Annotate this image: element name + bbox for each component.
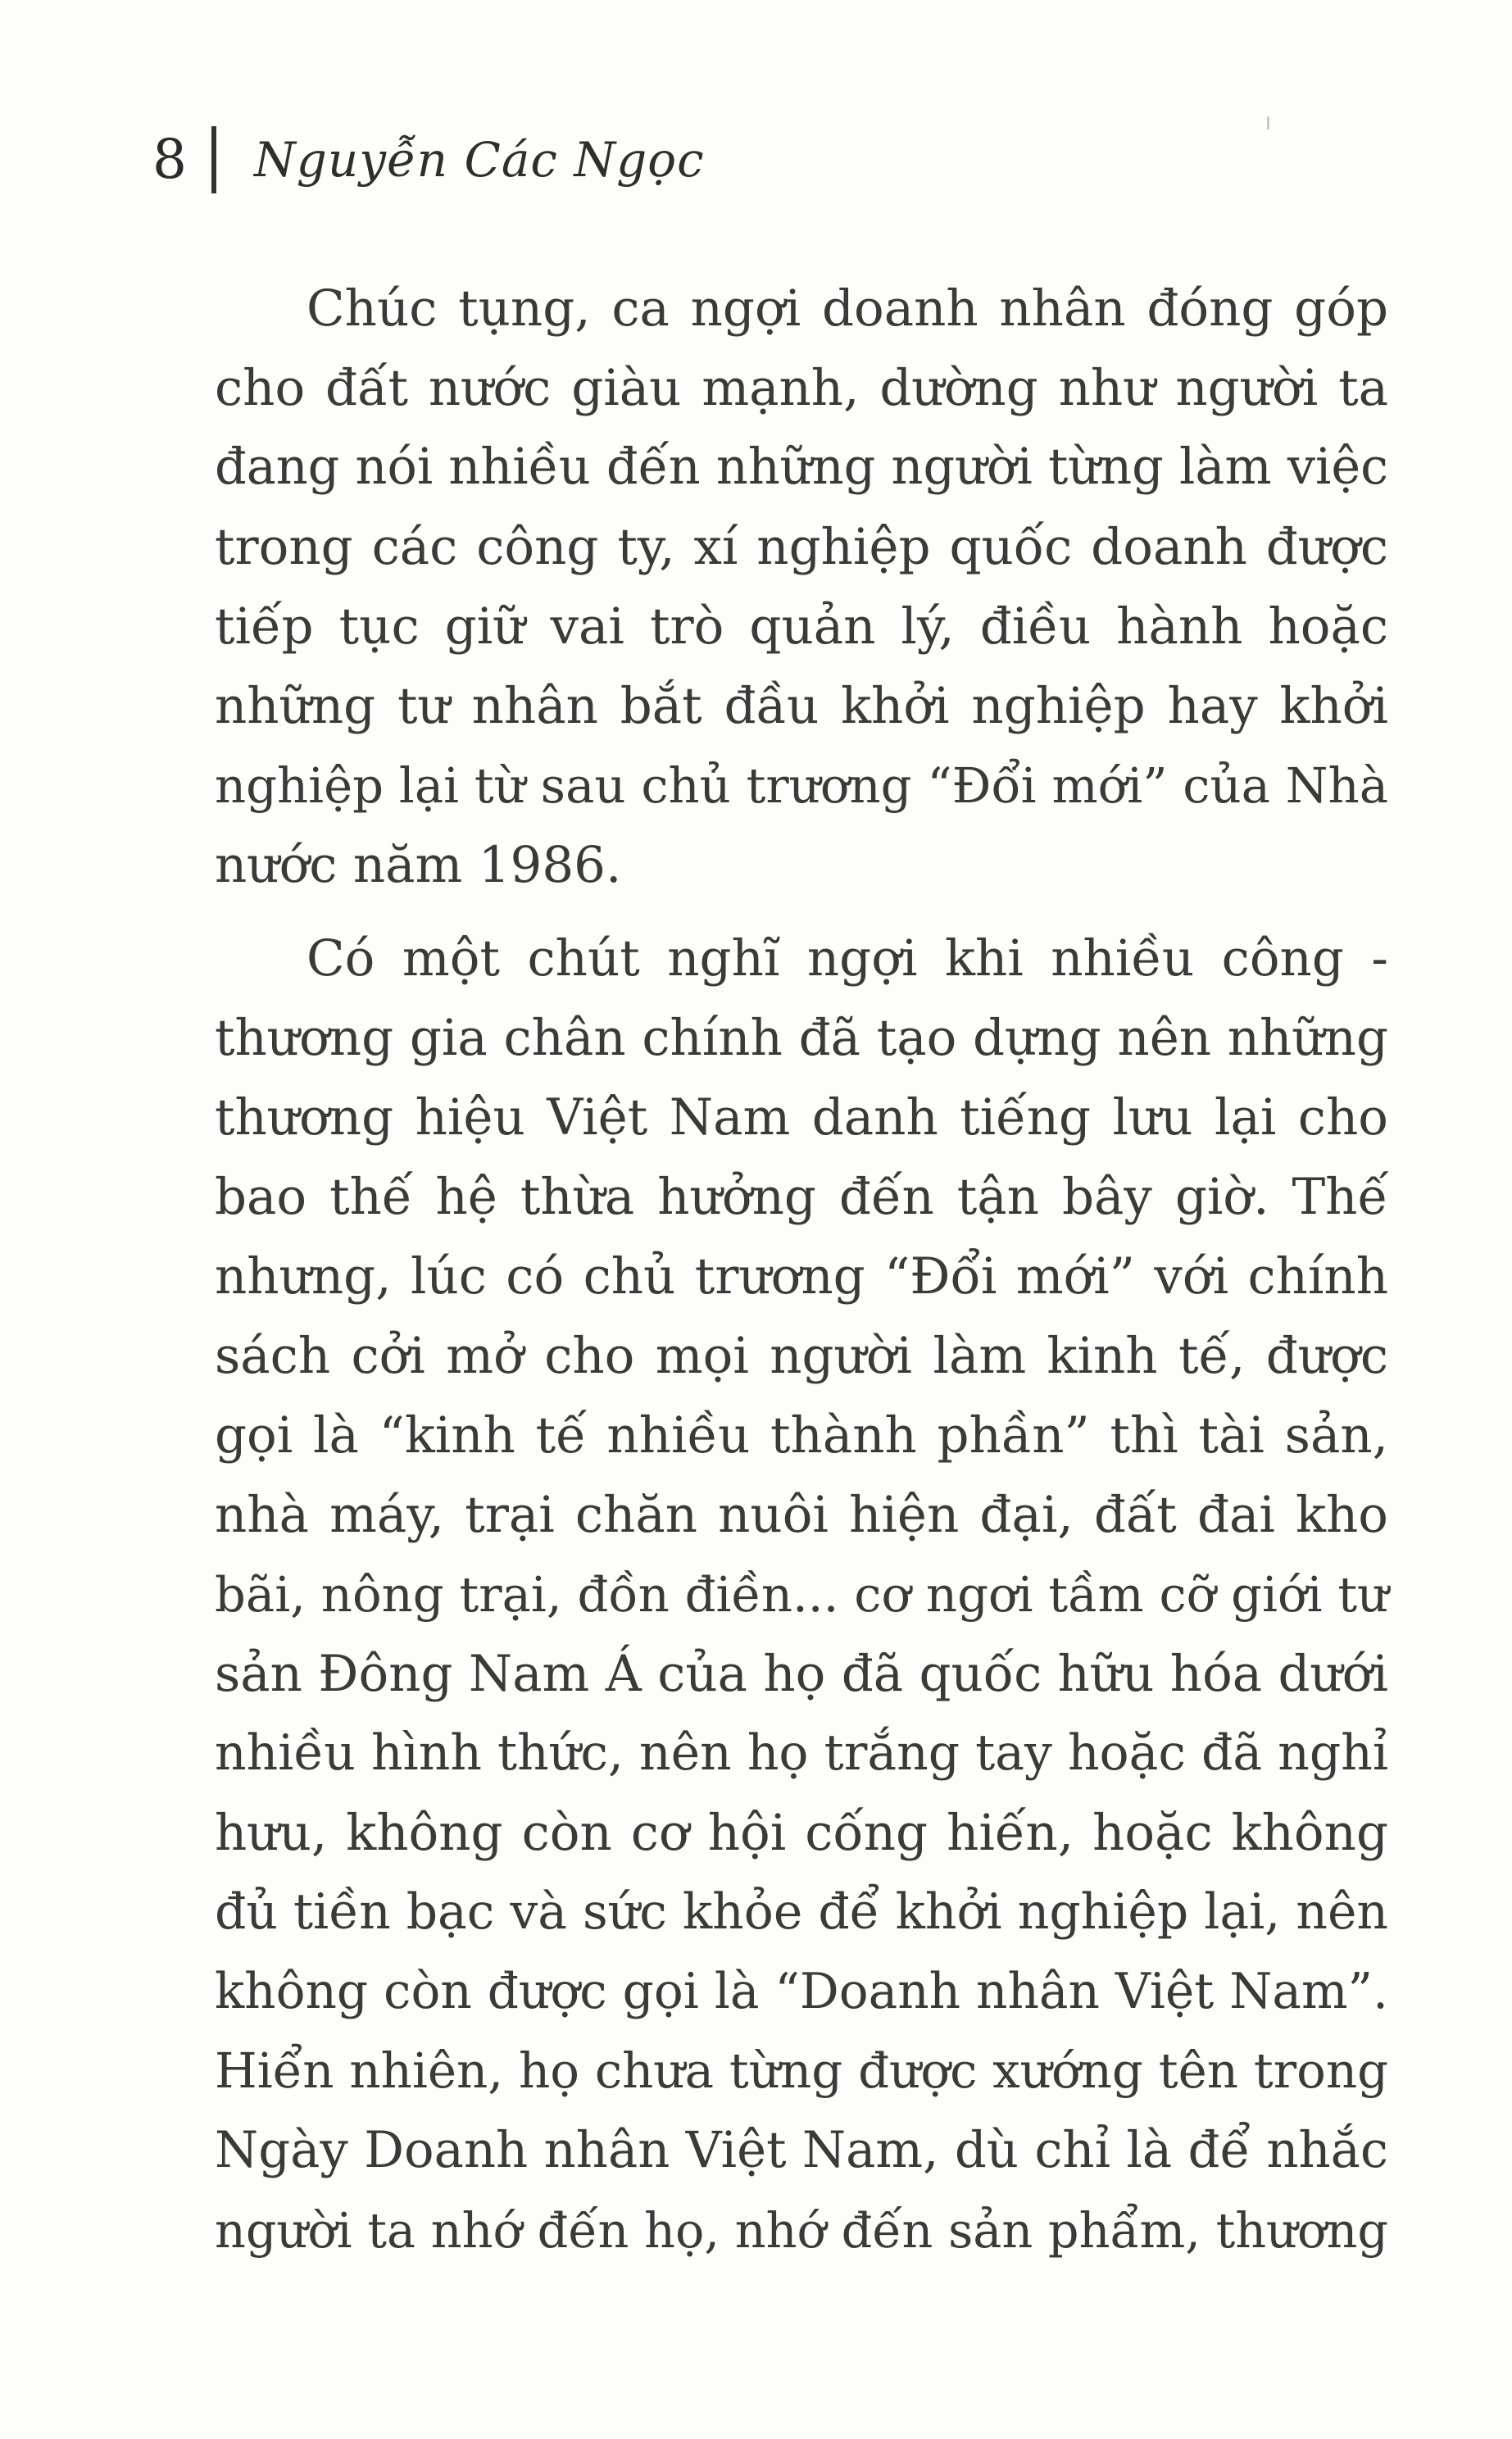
header-divider bbox=[211, 126, 216, 193]
page-number: 8 bbox=[152, 128, 187, 191]
text-line: bãi, nông trại, đồn điền... cơ ngơi tầm cỡ giới tư bbox=[215, 1566, 1389, 1623]
text-line: nước năm 1986. bbox=[215, 836, 622, 894]
text-line: nhà máy, trại chăn nuôi hiện đại, đất đai kho bbox=[215, 1486, 1388, 1544]
paragraph-2 bbox=[215, 919, 1388, 2270]
text-line: người ta nhớ đến họ, nhớ đến sản phẩm, thương bbox=[215, 2202, 1388, 2259]
text-line: tiếp tục giữ vai trò quản lý, điều hành hoặc bbox=[215, 597, 1388, 656]
text-line: thương hiệu Việt Nam danh tiếng lưu lại cho bbox=[215, 1088, 1388, 1147]
text-line: sách cởi mở cho mọi người làm kinh tế, được bbox=[215, 1327, 1388, 1385]
scan-mark bbox=[1267, 116, 1269, 129]
body-text bbox=[215, 269, 1388, 2270]
text-line: không còn được gọi là “Doanh nhân Việt Nam”. bbox=[215, 1964, 1388, 2020]
paragraph-1 bbox=[215, 269, 1388, 905]
text-line: Có một chút nghĩ ngợi khi nhiều công - bbox=[306, 929, 1388, 988]
text-line: đủ tiền bạc và sức khỏe để khởi nghiệp lại, nên bbox=[215, 1883, 1388, 1941]
text-line: Ngày Doanh nhân Việt Nam, dù chỉ là để nhắc bbox=[215, 2122, 1388, 2179]
author-name: Nguyễn Các Ngọc bbox=[254, 132, 705, 188]
text-line: nghiệp lại từ sau chủ trương “Đổi mới” của Nhà bbox=[215, 757, 1388, 814]
text-line: những tư nhân bắt đầu khởi nghiệp hay khởi bbox=[215, 677, 1388, 735]
text-line: bao thế hệ thừa hưởng đến tận bây giờ. Thế bbox=[215, 1168, 1388, 1226]
text-line: gọi là “kinh tế nhiều thành phần” thì tài sản, bbox=[215, 1406, 1388, 1465]
running-head bbox=[152, 115, 705, 205]
text-line: Hiển nhiên, họ chưa từng được xướng tên trong bbox=[215, 2043, 1389, 2100]
text-line: hưu, không còn cơ hội cống hiến, hoặc không bbox=[215, 1804, 1388, 1862]
text-line: đang nói nhiều đến những người từng làm việc bbox=[215, 438, 1388, 496]
text-line: cho đất nước giàu mạnh, dường như người ta bbox=[215, 359, 1388, 417]
text-line: nhiều hình thức, nên họ trắng tay hoặc đã nghỉ bbox=[215, 1724, 1388, 1782]
text-line: thương gia chân chính đã tạo dựng nên những bbox=[215, 1009, 1388, 1067]
text-line: trong các công ty, xí nghiệp quốc doanh được bbox=[215, 518, 1388, 576]
text-line: sản Đông Nam Á của họ đã quốc hữu hóa dưới bbox=[215, 1645, 1388, 1703]
text-line: Chúc tụng, ca ngợi doanh nhân đóng góp bbox=[306, 279, 1388, 338]
text-line: nhưng, lúc có chủ trương “Đổi mới” với chính bbox=[215, 1247, 1388, 1306]
